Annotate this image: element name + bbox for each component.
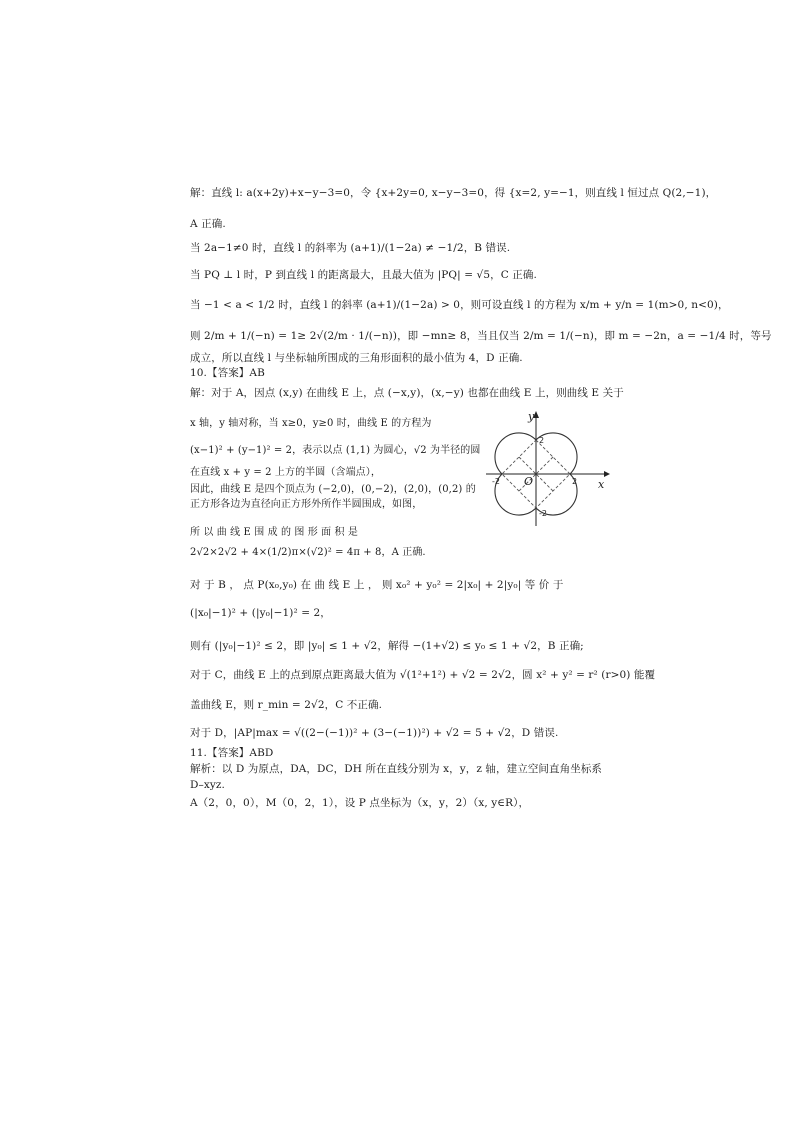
curve-e-figure [484,410,610,526]
text-line-2: A 正确. [190,218,226,230]
text-line-19: 则有 (|y₀|−1)² ≤ 2，即 |y₀| ≤ 1 + √2，解得 −(1+√2) ≤ y₀ ≤ 1 + √2，B 正确; [190,640,584,652]
x-axis-arrow [604,471,610,477]
answer-10-heading: 10.【答案】AB [190,367,265,379]
text-line-18: (|x₀|−1)² + (|y₀|−1)² = 2， [190,607,331,619]
text-line-14: 正方形各边为直径向正方形外所作半圆围成，如图， [190,499,423,510]
tick-label-left: -2 [492,477,500,486]
x-axis-label: x [598,478,605,491]
text-line-12: 在直线 x + y = 2 上方的半圆（含端点）， [190,467,381,478]
text-line-15: 所 以 曲 线 E 围 成 的 图 形 面 积 是 [190,527,358,538]
text-line-6: 则 2/m + 1/(−n) = 1≥ 2√(2/m · 1/(−n))，即 −mn≥ 8，当且仅当 2/m = 1/(−n)，即 m = −2n，a = −1/4 时，等号 [190,330,772,342]
text-line-4: 当 PQ ⊥ l 时，P 到直线 l 的距离最大，且最大值为 |PQ| = √5，C 正确. [190,269,537,281]
origin-label: O [524,475,534,488]
text-line-25: D–xyz. [190,779,225,791]
text-line-17: 对 于 B ， 点 P(x₀,y₀) 在 曲 线 E 上 ， 则 x₀² + y₀² = 2|x₀| + 2|y₀| 等 价 于 [190,579,564,591]
text-line-13: 因此，曲线 E 是四个顶点为 (−2,0)，(0,−2)，(2,0)，(0,2) 的 [190,484,476,495]
text-line-3: 当 2a−1≠0 时，直线 l 的斜率为 (a+1)/(1−2a) ≠ −1/2，B 错误. [190,242,511,254]
text-line-9: 解：对于 A，因点 (x,y) 在曲线 E 上，点 (−x,y)，(x,−y) 也都在曲线 E 上，则曲线 E 关于 [190,387,624,399]
text-line-10: x 轴，y 轴对称，当 x≥0，y≥0 时，曲线 E 的方程为 [190,418,432,429]
text-line-11: (x−1)² + (y−1)² = 2，表示以点 (1,1) 为圆心，√2 为半径的圆 [190,445,481,456]
text-line-22: 对于 D，|AP|max = √((2−(−1))² + (3−(−1))²) + √2 = 5 + √2，D 错误. [190,727,559,739]
text-line-21: 盖曲线 E，则 r_min = 2√2，C 不正确. [190,699,383,711]
answer-11-heading: 11.【答案】ABD [190,747,274,759]
text-line-5: 当 −1 < a < 1/2 时，直线 l 的斜率 (a+1)/(1−2a) > 0，则可设直线 l 的方程为 x/m + y/n = 1(m>0, n<0)， [190,299,729,311]
text-line-26: A（2，0，0），M（0，2，1），设 P 点坐标为（x，y，2）（x, y∈R）， [190,797,530,809]
tick-label-right: 2 [572,477,578,486]
text-line-24: 解析：以 D 为原点，DA，DC，DH 所在直线分别为 x，y，z 轴，建立空间直角坐标系 [190,763,603,775]
tick-label-top: 2 [539,436,545,445]
y-axis-label: y [528,410,535,423]
text-line-20: 对于 C，曲线 E 上的点到原点距离最大值为 √(1²+1²) + √2 = 2√2，圆 x² + y² = r² (r>0) 能覆 [190,669,656,681]
text-line-16: 2√2×2√2 + 4×(1/2)π×(√2)² = 4π + 8，A 正确. [190,547,426,558]
text-line-7: 成立，所以直线 l 与坐标轴所围成的三角形面积的最小值为 4，D 正确. [190,352,523,364]
text-line-1: 解：直线 l: a(x+2y)+x−y−3=0，令 {x+2y=0, x−y−3=0，得 {x=2, y=−1，则直线 l 恒过点 Q(2,−1)， [190,187,717,199]
tick-label-bottom: -2 [539,509,547,518]
